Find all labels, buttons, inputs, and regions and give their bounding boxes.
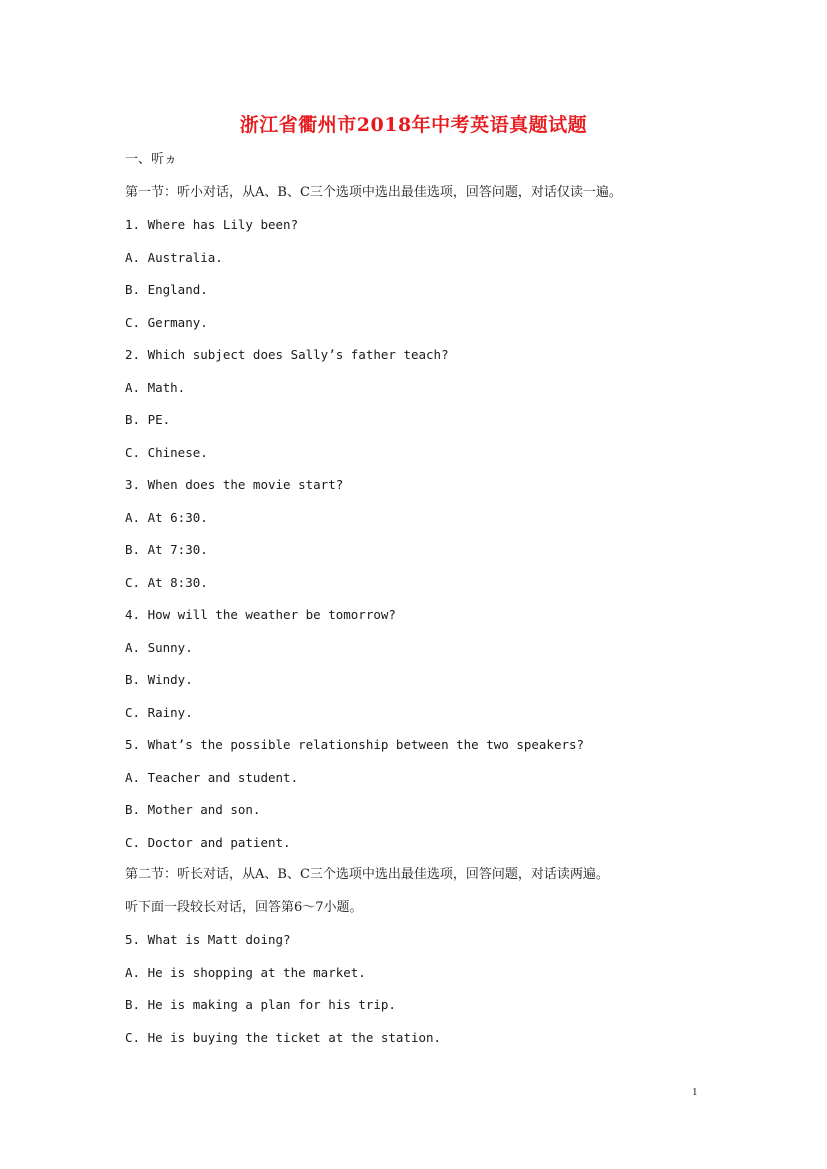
question-option: B. He is making a plan for his trip. <box>125 997 396 1012</box>
question-stem: 1. Where has Lily been? <box>125 217 299 232</box>
question-option: B. Windy. <box>125 672 193 687</box>
question-option: A. Teacher and student. <box>125 769 299 785</box>
question-stem: 2. Which subject does Sally’s father teach? <box>125 347 449 362</box>
question-option: C. He is buying the ticket at the station. <box>125 1029 442 1045</box>
question-option: A. Sunny. <box>125 639 193 655</box>
question-option: A. At 6:30. <box>125 509 208 525</box>
question-option: A. Australia. <box>125 249 223 265</box>
question-stem: 5. What’s the possible relationship between the two speakers? <box>125 737 585 752</box>
question-stem: 5. What is Matt doing? <box>125 932 291 947</box>
exam-content <box>125 150 725 1060</box>
question-option: C. Germany. <box>125 314 208 330</box>
section-heading: 一、听ヵ <box>125 152 178 167</box>
question-option: C. Doctor and patient. <box>125 834 291 850</box>
question-option: C. Chinese. <box>125 444 208 460</box>
question-option: A. Math. <box>125 379 186 395</box>
page-title: 浙江省衢州市2018年中考英语真题试题 <box>239 114 588 136</box>
part2-instruction: 第二节：听长对话，从A、B、C三个选项中选出最佳选项，回答问题，对话读两遍。 <box>125 867 609 882</box>
question-option: B. PE. <box>125 412 171 427</box>
question-option: C. At 8:30. <box>125 574 208 590</box>
part1-instruction: 第一节：听小对话，从A、B、C三个选项中选出最佳选项，回答问题，对话仅读一遍。 <box>125 184 622 200</box>
question-option: A. He is shopping at the market. <box>125 964 366 980</box>
question-option: C. Rainy. <box>125 704 193 720</box>
question-option: B. At 7:30. <box>125 542 208 557</box>
page-number: 1 <box>692 1086 698 1098</box>
question-stem: 4. How will the weather be tomorrow? <box>125 607 396 622</box>
part2-subinstruction: 听下面一段较长对话，回答第6～7小题。 <box>125 899 363 915</box>
question-option: B. Mother and son. <box>125 802 261 817</box>
question-stem: 3. When does the movie start? <box>125 477 344 492</box>
question-option: B. England. <box>125 282 208 297</box>
